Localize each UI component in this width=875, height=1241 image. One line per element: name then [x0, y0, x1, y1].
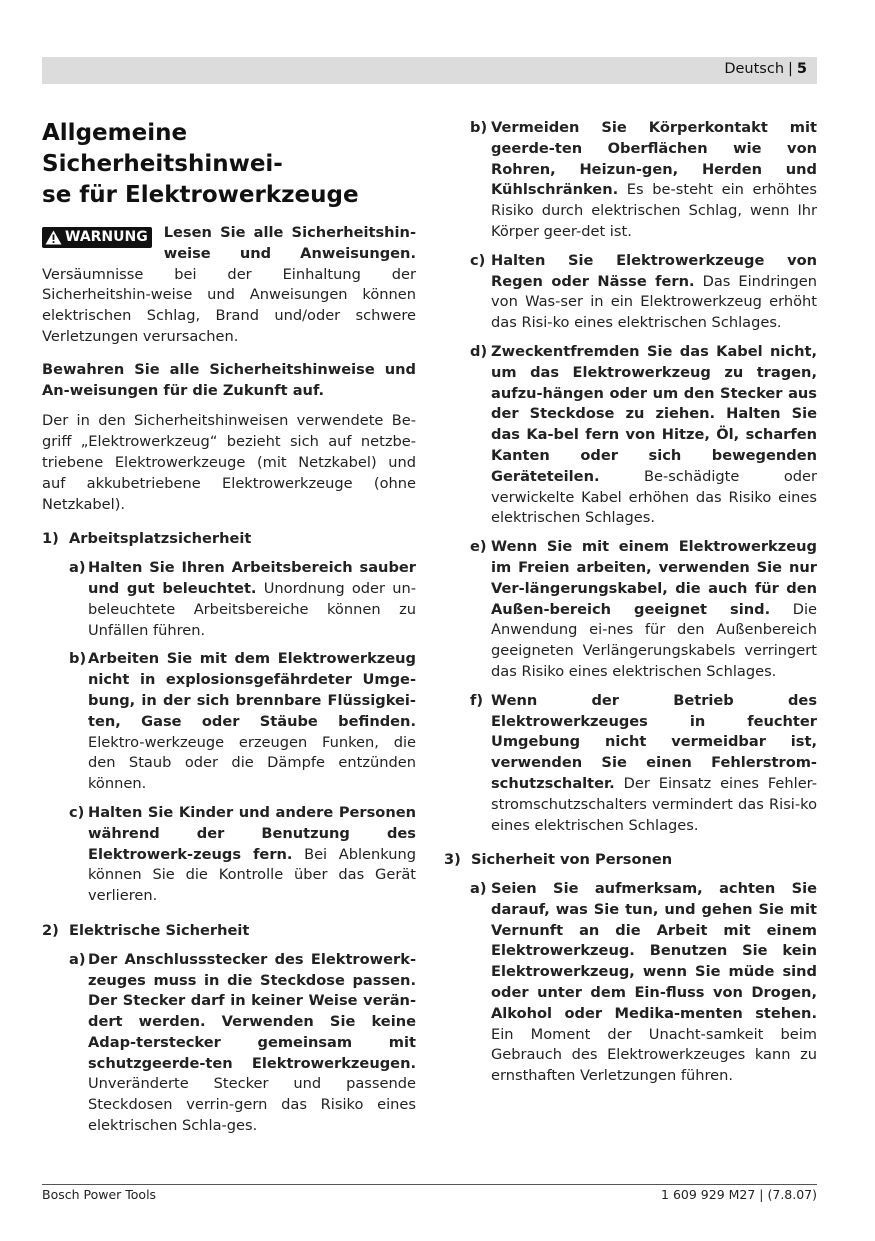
item-label: a)	[69, 559, 86, 577]
item-bold: Halten Sie Elektrowerkzeuge von Regen oder Nässe fern.	[491, 251, 817, 290]
list-item	[444, 879, 817, 1087]
footer-brand: Bosch Power Tools	[42, 1187, 157, 1202]
section-title: Elektrische Sicherheit	[69, 921, 250, 939]
list-item	[444, 342, 817, 529]
list-item	[42, 950, 416, 1137]
item-label: e)	[470, 538, 487, 556]
warning-triangle-icon	[45, 230, 62, 245]
item-text: Be-schädigte oder verwickelte Kabel erhöhen das Risiko eines elektrischen Schlages.	[491, 467, 818, 527]
list-item	[444, 537, 817, 683]
section-title: Arbeitsplatzsicherheit	[69, 530, 252, 548]
item-text: Es be-steht ein erhöhtes Risiko durch elektrischen Schlag, wenn Ihr Körper geer-det ist.	[491, 181, 818, 240]
footer-doc-id: 1 609 929 M27 | (7.8.07)	[661, 1187, 817, 1202]
section-number: 3)	[444, 851, 461, 869]
item-bold: Halten Sie Kinder und andere Personen während der Benutzung des Elektrowerk-zeugs fern.	[88, 803, 416, 863]
footer-rule	[42, 1184, 817, 1185]
item-label: b)	[69, 650, 87, 668]
item-label: b)	[470, 119, 488, 136]
list-item	[444, 251, 817, 334]
item-bold: Wenn der Betrieb des Elektrowerkzeuges in feuchter Umgebung nicht vermeidbar ist, verwenden Sie einen Fehlerstrom-schutzschalter.	[491, 691, 817, 792]
page-title	[42, 118, 416, 211]
warning-badge	[42, 227, 152, 248]
item-bold: Wenn Sie mit einem Elektrowerkzeug im Freien arbeiten, verwenden Sie nur Ver-längerungskabel, die auch für den Außen-bereich geeignet sind.	[491, 538, 817, 618]
item-text: Bei Ablenkung können Sie die Kontrolle über das Gerät verlieren.	[88, 845, 416, 905]
item-bold: Halten Sie Ihren Arbeitsbereich sauber und gut beleuchtet.	[88, 559, 416, 597]
item-label: c)	[470, 251, 486, 269]
warning-badge-label: WARNUNG	[65, 229, 148, 245]
title-line-2: se für Elektrowerkzeuge	[42, 182, 359, 208]
section-heading-2	[42, 921, 416, 942]
list-item	[42, 558, 416, 641]
item-bold: Seien Sie aufmerksam, achten Sie darauf, was Sie tun, und gehen Sie mit Vernunft an die Arbeit mit einem Elektrowerkzeug. Benutzen Sie kein Elektrowerkzeug, wenn Sie müde sind oder unter dem Ein-fluss von Drogen, Alkohol oder Medika-menten stehen.	[491, 880, 817, 1022]
definition-paragraph: Der in den Sicherheitshinweisen verwendete Be-griff „Elektrowerkzeug“ bezieht sich auf netzbe-triebene Elektrowerkzeuge (mit Netzkabel) und auf akkubetriebene Elektrowerkzeuge (ohne Netzkabel).	[42, 412, 416, 513]
list-item	[42, 649, 416, 795]
page-number: 5	[796, 61, 807, 77]
item-label: a)	[470, 880, 487, 898]
list-item	[42, 803, 416, 907]
list-item	[444, 691, 817, 837]
warning-text: Versäumnisse bei der Einhaltung der Sicherheitshin-weise und Anweisungen können elektrischen Schlag, Brand und/oder schwere Verletzungen verursachen.	[42, 265, 416, 345]
right-column	[444, 118, 817, 1095]
item-text: Die Anwendung ei-nes für den Außenbereich geeigneten Verlängerungskabels verringert das Risiko eines elektrischen Schlages.	[491, 600, 817, 680]
section-number: 1)	[42, 530, 59, 548]
list-item	[444, 118, 817, 243]
item-label: c)	[69, 803, 85, 821]
item-label: a)	[69, 950, 86, 968]
item-bold: Der Anschlussstecker des Elektrowerk-zeuges muss in die Steckdose passen. Der Stecker darf in keiner Weise verän-dert werden. Verwenden Sie keine Adap-terstecker gemeinsam mit schutzgeerde-ten Elektrowerkzeugen.	[88, 950, 416, 1072]
warning-bold: Lesen Sie alle Sicherheitshin-weise und Anweisungen.	[163, 224, 416, 262]
section-number: 2)	[42, 921, 59, 939]
item-bold: Arbeiten Sie mit dem Elektrowerkzeug nicht in explosionsgefährdeter Umge-bung, in der sich brennbare Flüssigkei-ten, Gase oder Stäube befinden.	[88, 650, 416, 730]
item-text: Der Einsatz eines Fehler-stromschutzschalters vermindert das Risi-ko eines elektrischen Schlages.	[491, 774, 818, 834]
item-text: Ein Moment der Unacht-samkeit beim Gebrauch des Elektrowerkzeuges kann zu ernsthaften Verletzungen führen.	[491, 1025, 817, 1085]
item-label: f)	[470, 691, 484, 709]
item-label: d)	[470, 342, 488, 360]
item-bold: Vermeiden Sie Körperkontakt mit geerde-ten Oberflächen wie von Rohren, Heizun-gen, Herden und Kühlschränken.	[491, 119, 817, 199]
keep-instructions: Bewahren Sie alle Sicherheitshinweise und An-weisungen für die Zukunft auf.	[42, 360, 416, 399]
header-language: Deutsch	[724, 61, 785, 77]
section-heading-1	[42, 529, 416, 550]
running-header	[724, 61, 807, 77]
header-separator: |	[788, 61, 793, 77]
header-bar	[42, 57, 817, 84]
left-column	[42, 118, 416, 1145]
item-bold: Zweckentfremden Sie das Kabel nicht, um das Elektrowerkzeug zu tragen, aufzu-hängen oder um den Stecker aus der Steckdose zu ziehen. Halten Sie das Ka-bel fern von Hitze, Öl, scharfen Kanten oder sich bewegenden Geräteteilen.	[491, 342, 817, 485]
section-title: Sicherheit von Personen	[471, 851, 673, 869]
section-heading-3	[444, 850, 817, 871]
title-line-1: Allgemeine Sicherheitshinwei-	[42, 120, 283, 177]
item-text: Das Eindringen von Was-ser in ein Elektrowerkzeug erhöht das Risi-ko eines elektrischen Schlages.	[491, 272, 817, 332]
item-text: Unordnung oder un-beleuchtete Arbeitsbereiche können zu Unfällen führen.	[88, 579, 417, 639]
warning-block	[42, 223, 416, 348]
item-text: Unveränderte Stecker und passende Steckdosen verrin-gern das Risiko eines elektrischen Schla-ges.	[88, 1075, 416, 1135]
item-text: Elektro-werkzeuge erzeugen Funken, die den Staub oder die Dämpfe entzünden können.	[88, 733, 416, 793]
